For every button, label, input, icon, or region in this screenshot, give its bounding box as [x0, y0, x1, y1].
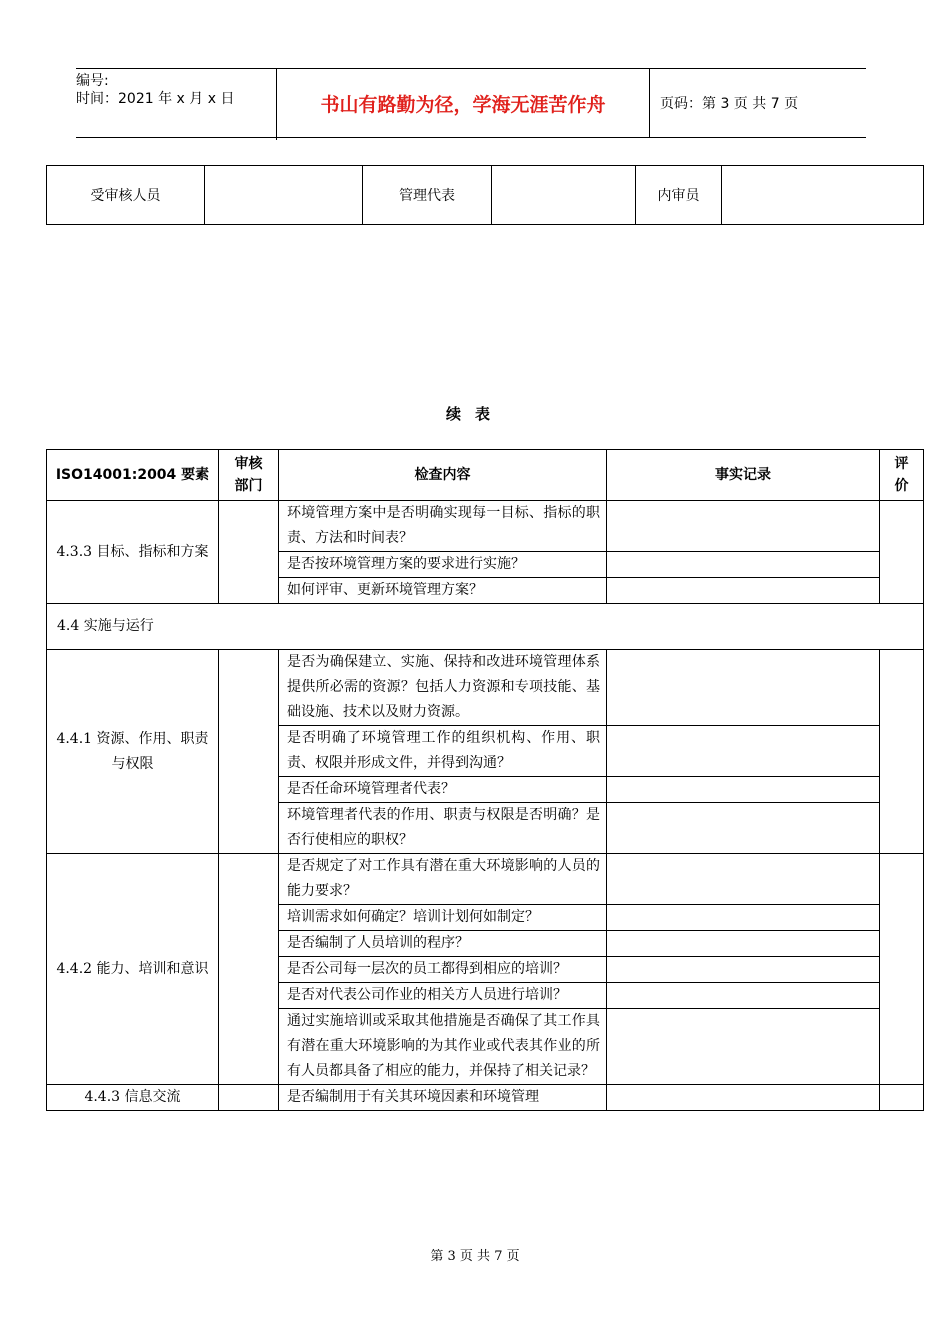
facts-cell[interactable]	[607, 726, 880, 777]
eval-cell[interactable]	[880, 650, 924, 854]
dept-cell[interactable]	[219, 854, 279, 1085]
table-row	[47, 854, 924, 905]
eval-cell[interactable]	[880, 854, 924, 1085]
dept-cell[interactable]	[219, 650, 279, 854]
question-cell: 是否编制用于有关其环境因素和环境管理	[279, 1085, 607, 1111]
table-row	[47, 501, 924, 552]
auditee-label: 受审核人员	[47, 166, 205, 225]
eval-cell[interactable]	[880, 501, 924, 604]
header-motto: 书山有路勤为径，学海无涯苦作舟	[277, 69, 650, 137]
mgmt-rep-field[interactable]	[492, 166, 636, 225]
facts-cell[interactable]	[607, 501, 880, 552]
header-meta	[76, 69, 277, 140]
question-cell: 如何评审、更新环境管理方案？	[279, 578, 607, 604]
page-footer: 第 3 页 共 7 页	[430, 1249, 520, 1264]
facts-cell[interactable]	[607, 803, 880, 854]
element-cell: 4.3.3 目标、指标和方案	[47, 501, 219, 604]
continuation-title: 续表	[445, 405, 504, 423]
facts-cell[interactable]	[607, 777, 880, 803]
facts-cell[interactable]	[607, 957, 880, 983]
header-dept: 审核部门	[219, 450, 279, 501]
facts-cell[interactable]	[607, 552, 880, 578]
question-cell: 是否规定了对工作具有潜在重大环境影响的人员的能力要求？	[279, 854, 607, 905]
table-header-row	[47, 450, 924, 501]
question-cell: 通过实施培训或采取其他措施是否确保了其工作具有潜在重大环境影响的为其作业或代表其作业的所有人员都具备了相应的能力，并保持了相关记录？	[279, 1009, 607, 1085]
question-cell: 是否明确了环境管理工作的组织机构、作用、职责、权限并形成文件，并得到沟通？	[279, 726, 607, 777]
section-row	[47, 604, 924, 650]
question-cell: 环境管理方案中是否明确实现每一目标、指标的职责、方法和时间表？	[279, 501, 607, 552]
header-page-code: 页码：第 3 页 共 7 页	[660, 96, 799, 112]
question-cell: 是否编制了人员培训的程序？	[279, 931, 607, 957]
eval-cell[interactable]	[880, 1085, 924, 1111]
facts-cell[interactable]	[607, 931, 880, 957]
element-cell: 4.4.2 能力、培训和意识	[47, 854, 219, 1085]
dept-cell[interactable]	[219, 501, 279, 604]
table-row	[47, 650, 924, 726]
facts-cell[interactable]	[607, 854, 880, 905]
header-facts: 事实记录	[607, 450, 880, 501]
question-cell: 环境管理者代表的作用、职责与权限是否明确？是否行使相应的职权？	[279, 803, 607, 854]
question-cell: 是否为确保建立、实施、保持和改进环境管理体系提供所必需的资源？包括人力资源和专项技能、基础设施、技术以及财力资源。	[279, 650, 607, 726]
facts-cell[interactable]	[607, 1009, 880, 1085]
element-cell: 4.4.3 信息交流	[47, 1085, 219, 1111]
auditee-field[interactable]	[205, 166, 363, 225]
internal-auditor-field[interactable]	[722, 166, 924, 225]
question-cell: 是否按环境管理方案的要求进行实施？	[279, 552, 607, 578]
question-cell: 是否对代表公司作业的相关方人员进行培训？	[279, 983, 607, 1009]
page-header	[76, 68, 866, 138]
audit-checklist-table	[46, 449, 924, 1111]
header-element: ISO14001:2004 要素	[47, 450, 219, 501]
document-number-label: 编号:	[76, 73, 109, 89]
mgmt-rep-label: 管理代表	[363, 166, 492, 225]
facts-cell[interactable]	[607, 983, 880, 1009]
question-cell: 培训需求如何确定？培训计划何如制定？	[279, 905, 607, 931]
question-cell: 是否任命环境管理者代表？	[279, 777, 607, 803]
internal-auditor-label: 内审员	[636, 166, 722, 225]
document-time: 时间：2021 年 x 月 x 日	[76, 91, 235, 107]
section-title: 4.4 实施与运行	[47, 604, 924, 650]
dept-cell[interactable]	[219, 1085, 279, 1111]
question-cell: 是否公司每一层次的员工都得到相应的培训？	[279, 957, 607, 983]
facts-cell[interactable]	[607, 650, 880, 726]
facts-cell[interactable]	[607, 578, 880, 604]
facts-cell[interactable]	[607, 905, 880, 931]
element-cell: 4.4.1 资源、作用、职责与权限	[47, 650, 219, 854]
signature-table	[46, 165, 924, 225]
facts-cell[interactable]	[607, 1085, 880, 1111]
header-content: 检查内容	[279, 450, 607, 501]
header-eval: 评价	[880, 450, 924, 501]
table-row	[47, 1085, 924, 1111]
